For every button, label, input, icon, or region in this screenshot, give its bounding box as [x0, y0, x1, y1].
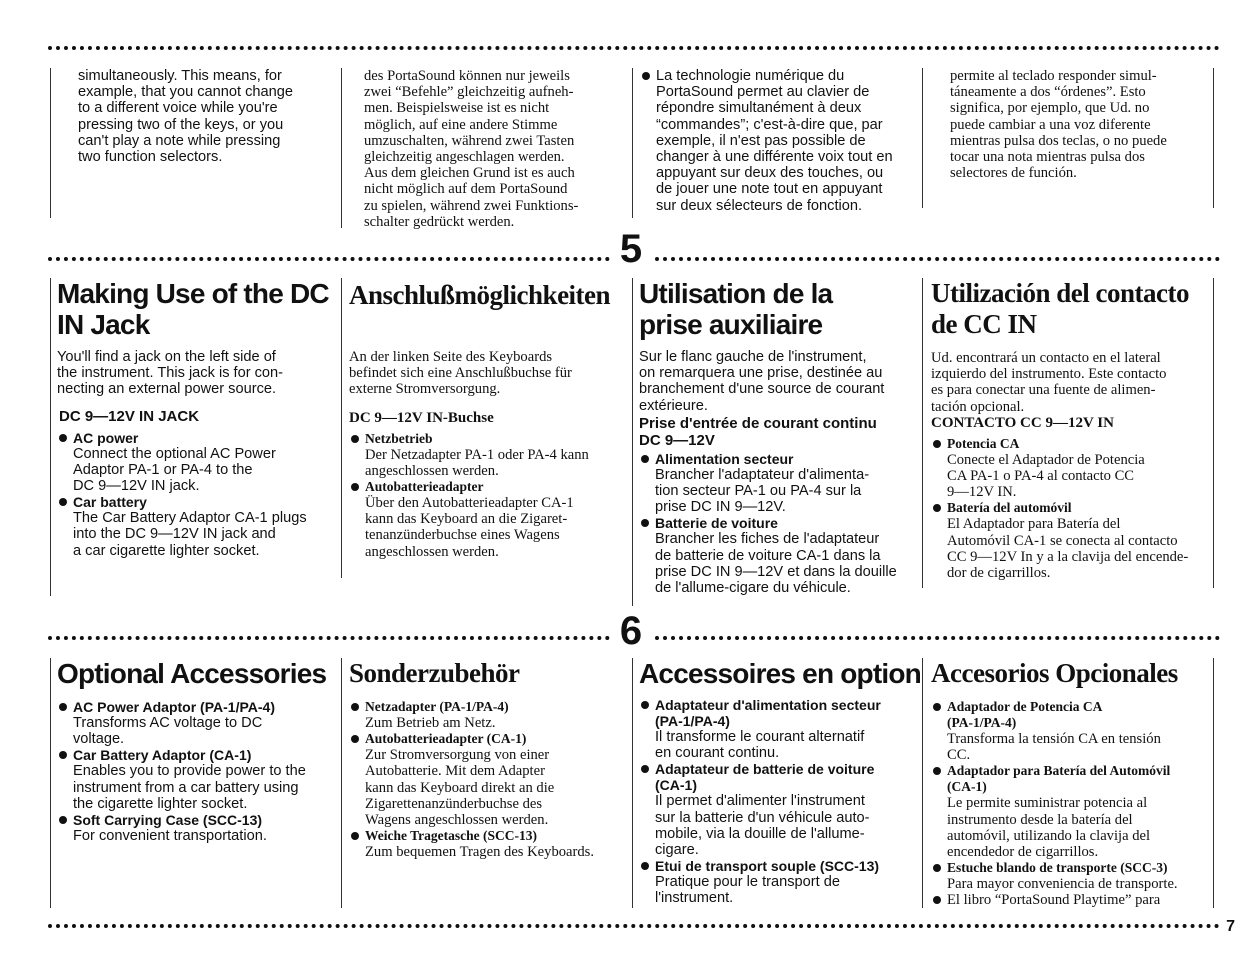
dc-col-fr: [639, 278, 921, 596]
list-item-label: [655, 761, 921, 793]
dc-intro-fr: [639, 349, 921, 414]
list-item-label: [947, 699, 1213, 731]
text-line: Il permet d'alimenter l'instrument: [655, 793, 865, 810]
text-line: voltage.: [73, 731, 125, 748]
text-line: Pratique pour le transport de: [655, 874, 840, 891]
col-divider: [1213, 68, 1214, 208]
list-item-label: [365, 828, 631, 844]
dc-subhead-es: [931, 415, 1211, 432]
text-line: La technologie numérique du: [656, 68, 845, 84]
list-item-text: [365, 495, 631, 560]
label-line: Soft Carrying Case (SCC-13): [73, 812, 263, 829]
text-line: pressing two of the keys, or you: [78, 116, 284, 133]
top-text-fr: [640, 68, 920, 214]
text-line: mobile, via la douille de l'allume-: [655, 825, 865, 842]
label-line: AC power: [73, 429, 139, 446]
text-line: en courant continu.: [655, 745, 780, 762]
list-item-text: [947, 795, 1213, 860]
text-line: two function selectors.: [78, 149, 223, 166]
text-line: angeschlossen werden.: [365, 462, 499, 479]
list-item-text: [73, 510, 339, 559]
label-line: Car battery: [73, 494, 147, 511]
dotted-rule-section-5: [48, 257, 610, 261]
col-divider: [1213, 278, 1214, 588]
list-item-text: [947, 731, 1213, 763]
text-line: Anschlußmöglichkeiten: [349, 280, 611, 310]
section-mark-5: [612, 226, 650, 270]
text-line: Para mayor conveniencia de transporte.: [947, 876, 1178, 893]
label-line: Adaptateur d'alimentation secteur: [655, 697, 881, 713]
list-item-text: [947, 452, 1211, 501]
list-item: [639, 858, 921, 906]
dc-items-fr: [639, 451, 921, 596]
dc-col-en: [57, 278, 339, 559]
text-line: changer à une différente voix tout en: [656, 149, 893, 166]
text-line: de batterie de voiture CA-1 dans la: [655, 547, 881, 564]
text-line: prise DC IN 9—12V et dans la douille: [655, 563, 897, 580]
text-line: Connect the optional AC Power: [73, 445, 276, 462]
text-line: El Adaptador para Batería del: [947, 516, 1121, 533]
text-line: 9—12V IN.: [947, 484, 1017, 501]
text-line: An der linken Seite des Keyboards: [349, 349, 553, 365]
label-line: Batería del automóvil: [947, 500, 1072, 516]
list-item: [57, 747, 339, 812]
list-item-label: [365, 699, 631, 715]
text-line: táneamente a dos “órdenes”. Esto: [950, 84, 1146, 101]
text-line: tion secteur PA-1 ou PA-4 sur la: [655, 483, 862, 500]
list-item: [349, 699, 631, 731]
list-item-label: [655, 451, 921, 467]
list-item: [57, 494, 339, 559]
dc-intro-es: [931, 350, 1211, 415]
text-line: Brancher les fiches de l'adaptateur: [655, 531, 880, 548]
text-line: Conecte el Adaptador de Potencia: [947, 451, 1145, 468]
text-line: men. Beispielsweise ist es nicht: [364, 100, 550, 117]
text-line: umzuschalten, während zwei Tasten: [364, 132, 575, 149]
list-item-label: [655, 858, 921, 874]
dc-heading-de: [349, 280, 631, 311]
label-line: Estuche blando de transporte (SCC-3): [947, 860, 1168, 876]
text-line: Accessoires en option: [639, 658, 921, 689]
text-line: can't play a note while pressing: [78, 132, 281, 149]
text-line: instrument from a car battery using: [73, 779, 299, 796]
list-item: [57, 430, 339, 495]
list-item-label: [73, 747, 339, 763]
text-line: encendedor de cigarrillos.: [947, 844, 1099, 861]
acc-col-fr: [639, 658, 921, 907]
dc-intro-en: [57, 349, 339, 398]
text-line: Zum bequemen Tragen des Keyboards.: [365, 844, 594, 861]
list-item-text: [655, 467, 921, 516]
acc-heading-fr: [639, 658, 921, 689]
list-item-label: [947, 500, 1211, 516]
list-item: [639, 451, 921, 516]
col-divider: [50, 658, 51, 908]
text-line: befindet sich eine Anschlußbuchse für: [349, 365, 572, 382]
text-line: the cigarette lighter socket.: [73, 795, 248, 812]
top-text-de: [364, 68, 629, 230]
list-item-text: [947, 876, 1213, 892]
text-line: PortaSound permet au clavier de: [656, 84, 870, 101]
list-item-label: [365, 431, 631, 447]
col-divider: [632, 278, 633, 606]
list-item-text: [365, 844, 631, 860]
label-line: Alimentation secteur: [655, 450, 794, 467]
dc-col-de: [349, 278, 631, 560]
col-divider: [341, 658, 342, 908]
list-item: [931, 860, 1213, 892]
list-item-label: [947, 860, 1213, 876]
dc-heading-fr: [639, 278, 921, 340]
text-line: nicht möglich auf dem PortaSound: [364, 181, 568, 198]
label-line: Adaptador para Batería del Automóvil: [947, 763, 1171, 779]
col-divider: [922, 68, 923, 208]
label-line: Weiche Tragetasche (SCC-13): [365, 828, 537, 844]
list-item-label: [947, 892, 1213, 908]
text-line: dor de cigarrillos.: [947, 565, 1051, 582]
acc-col-en: [57, 658, 339, 844]
text-line: permite al teclado responder simul-: [950, 68, 1157, 84]
text-line: Autobatterie. Mit dem Adapter: [365, 763, 545, 780]
label-line: AC Power Adaptor (PA-1/PA-4): [73, 699, 275, 715]
list-item-label: [947, 436, 1211, 452]
text-line: CC.: [947, 747, 971, 764]
dc-heading-en: [57, 278, 339, 340]
text-line: Automóvil CA-1 se conecta al contacto: [947, 532, 1178, 549]
list-item: [931, 436, 1211, 501]
dotted-rule-bottom: [48, 924, 1220, 928]
list-item: [57, 812, 339, 844]
list-item: [931, 892, 1213, 908]
text-line: tocar una nota mientras pulsa dos: [950, 149, 1145, 166]
list-item: [639, 515, 921, 596]
text-line: a car cigarette lighter socket.: [73, 542, 260, 559]
svg-text:6: 6: [619, 609, 643, 652]
list-item: [349, 431, 631, 479]
list-item-text: [73, 828, 339, 844]
text-line: de CC IN: [931, 309, 1037, 339]
text-line: extérieure.: [639, 397, 708, 414]
label-line: Autobatterieadapter (CA-1): [365, 731, 527, 747]
text-line: CONTACTO CC 9—12V IN: [931, 414, 1114, 431]
dc-items-de: [349, 431, 631, 560]
list-item: [349, 479, 631, 560]
text-line: angeschlossen werden.: [365, 543, 499, 560]
acc-items-fr: [639, 697, 921, 907]
text-line: l'instrument.: [655, 890, 734, 907]
text-line: Der Netzadapter PA-1 oder PA-4 kann: [365, 446, 589, 463]
text-line: the instrument. This jack is for con-: [57, 365, 284, 382]
top-text-es: [950, 68, 1210, 181]
text-line: The Car Battery Adaptor CA-1 plugs: [73, 510, 307, 527]
text-line: necting an external power source.: [57, 381, 277, 398]
acc-col-es: [931, 658, 1213, 909]
text-line: selectores de función.: [950, 165, 1077, 182]
dotted-rule-section-5-right: [655, 257, 1220, 261]
list-item-label: [947, 763, 1213, 795]
text-line: mientras pulsa dos teclas, o no puede: [950, 132, 1167, 149]
text-line: significa, por ejemplo, que Ud. no: [950, 100, 1150, 117]
list-item-label: [73, 812, 339, 828]
label-line: (CA-1): [947, 779, 987, 795]
dotted-rule-top: [48, 46, 1220, 50]
text-line: puede cambiar a una voz diferente: [950, 116, 1151, 133]
dc-heading-es: [931, 278, 1211, 340]
label-line: (CA-1): [655, 777, 697, 794]
dotted-rule-section-6-right: [655, 636, 1220, 640]
list-item-text: [73, 446, 339, 495]
text-line: Sonderzubehör: [349, 658, 520, 688]
list-item-text: [947, 516, 1211, 581]
col-divider: [632, 68, 633, 218]
label-line: Adaptador de Potencia CA: [947, 699, 1103, 714]
text-line: de jouer une note tout en appuyant: [656, 181, 883, 198]
text-line: schalter gedrückt werden.: [364, 213, 515, 230]
list-item-text: [655, 874, 921, 906]
text-line: répondre simultanément à deux: [656, 100, 862, 117]
list-item: [931, 699, 1213, 763]
list-item: [349, 731, 631, 828]
acc-heading-de: [349, 658, 631, 689]
text-line: izquierdo del instrumento. Este contacto: [931, 366, 1167, 383]
top-text-en: [78, 68, 338, 165]
acc-col-de: [349, 658, 631, 860]
list-item-text: [365, 447, 631, 479]
label-line: Potencia CA: [947, 435, 1020, 451]
col-divider: [922, 278, 923, 588]
label-line: Adaptateur de batterie de voiture: [655, 761, 875, 778]
text-line: You'll find a jack on the left side of: [57, 349, 276, 365]
text-line: Über den Autobatterieadapter CA-1: [365, 495, 574, 512]
text-line: Transforma la tensión CA en tensión: [947, 731, 1161, 747]
text-line: Accesorios Opcionales: [931, 658, 1178, 688]
text-line: Utilización del contacto: [931, 278, 1189, 308]
text-line: möglich, auf eine andere Stimme: [364, 116, 558, 133]
list-item-label: [73, 430, 339, 446]
text-line: DC 9—12V IN JACK: [59, 407, 200, 425]
col-divider: [632, 658, 633, 908]
text-line: DC 9—12V: [639, 431, 715, 449]
label-line: Autobatterieadapter: [365, 479, 484, 495]
text-line: on remarquera une prise, destinée au: [639, 365, 883, 382]
col-divider: [50, 68, 51, 218]
label-line: (PA-1/PA-4): [947, 715, 1017, 730]
text-line: sur deux sélecteurs de fonction.: [656, 197, 863, 214]
label-line: Etui de transport souple (SCC-13): [655, 858, 880, 875]
dc-items-en: [57, 430, 339, 559]
text-line: instrumento desde la batería del: [947, 811, 1133, 828]
acc-items-es: [931, 699, 1213, 909]
acc-heading-es: [931, 658, 1213, 689]
label-line: Netzadapter (PA-1/PA-4): [365, 699, 509, 714]
col-divider: [341, 68, 342, 228]
text-line: CC 9—12V In y a la clavija del encende-: [947, 548, 1189, 565]
text-line: DC 9—12V IN jack.: [73, 478, 200, 495]
text-line: Zur Stromversorgung von einer: [365, 747, 550, 764]
label-line: (PA-1/PA-4): [655, 713, 730, 729]
text-line: sur la batterie d'un véhicule auto-: [655, 809, 870, 826]
list-item-text: [655, 729, 921, 761]
text-line: Zigarettenanzünderbuchse des: [365, 795, 543, 812]
list-item-label: [365, 731, 631, 747]
dc-intro-de: [349, 349, 631, 398]
text-line: zu spielen, während zwei Funktions-: [364, 197, 579, 214]
dc-subhead-de: [349, 410, 631, 427]
acc-items-en: [57, 699, 339, 844]
text-line: Sur le flanc gauche de l'instrument,: [639, 349, 867, 365]
text-line: kann das Keyboard direkt an die: [365, 779, 555, 796]
text-line: tenanzünderbuchse eines Wagens: [365, 527, 560, 544]
text-line: Optional Accessories: [57, 658, 327, 689]
list-item-text: [365, 715, 631, 731]
text-line: Wagens angeschlossen werden.: [365, 812, 549, 829]
svg-text:5: 5: [619, 227, 643, 270]
text-line: Prise d'entrée de courant continu: [639, 414, 877, 432]
dc-items-es: [931, 436, 1211, 581]
top-text-fr-list-item: [640, 68, 920, 214]
dc-subhead-fr: [639, 415, 921, 449]
list-item: [57, 699, 339, 747]
list-item-label: [73, 699, 339, 715]
text-line: Adaptor PA-1 or PA-4 to the: [73, 461, 253, 478]
text-line: automóvil, utilizando la clavija del: [947, 827, 1151, 844]
text-line: zwei “Befehle” gleichzeitig aufneh-: [364, 84, 574, 101]
text-line: Utilisation de la: [639, 278, 833, 309]
list-item-text: [655, 531, 921, 596]
text-line: prise DC IN 9—12V.: [655, 499, 786, 516]
text-line: externe Stromversorgung.: [349, 381, 501, 398]
col-divider: [341, 278, 342, 578]
list-item-label: [655, 515, 921, 531]
label-line: Netzbetrieb: [365, 430, 433, 446]
text-line: Ud. encontrará un contacto en el lateral: [931, 350, 1161, 366]
text-line: CA PA-1 o PA-4 al contacto CC: [947, 468, 1135, 485]
text-line: to a different voice while you're: [78, 100, 278, 117]
text-line: exemple, il n'est pas possible de: [656, 132, 866, 149]
list-item-label: [655, 697, 921, 729]
text-line: into the DC 9—12V IN jack and: [73, 526, 276, 543]
col-divider: [50, 278, 51, 596]
text-line: des PortaSound können nur jeweils: [364, 68, 570, 84]
list-item-text: [365, 747, 631, 828]
text-line: IN Jack: [57, 309, 150, 340]
text-line: Enables you to provide power to the: [73, 763, 306, 780]
col-divider: [922, 658, 923, 908]
acc-items-de: [349, 699, 631, 860]
list-item-text: [73, 763, 339, 812]
text-line: kann das Keyboard an die Zigaret-: [365, 511, 568, 528]
label-line: Car Battery Adaptor (CA-1): [73, 747, 252, 764]
text-line: prise auxiliaire: [639, 309, 823, 340]
list-item: [931, 763, 1213, 860]
text-line: tación opcional.: [931, 398, 1025, 415]
text-line: Le permite suministrar potencia al: [947, 795, 1148, 812]
dotted-rule-section-6: [48, 636, 610, 640]
list-item-text: [73, 715, 339, 747]
text-line: DC 9—12V IN-Buchse: [349, 409, 494, 426]
dc-col-es: [931, 278, 1211, 581]
text-line: es para conectar una fuente de alimen-: [931, 382, 1156, 399]
text-line: Brancher l'adaptateur d'alimenta-: [655, 466, 870, 483]
text-line: gleichzeitig angeschlagen werden.: [364, 149, 565, 166]
text-line: cigare.: [655, 842, 699, 859]
list-item: [931, 500, 1211, 581]
text-line: For convenient transportation.: [73, 828, 267, 845]
list-item-label: [365, 479, 631, 495]
label-line: El libro “PortaSound Playtime” para: [947, 892, 1161, 909]
text-line: appuyant sur deux des touches, ou: [656, 165, 884, 182]
list-item: [349, 828, 631, 860]
dc-subhead-en: [59, 408, 339, 425]
list-item: [639, 697, 921, 761]
label-line: Batterie de voiture: [655, 515, 778, 532]
page-number: 7: [1226, 918, 1235, 935]
text-line: Aus dem gleichen Grund ist es auch: [364, 165, 575, 182]
text-line: de l'allume-cigare du véhicule.: [655, 580, 851, 597]
text-line: “commandes”; c'est-à-dire que, par: [656, 116, 883, 133]
text-line: Making Use of the DC: [57, 278, 329, 309]
text-line: simultaneously. This means, for: [78, 68, 282, 84]
col-divider: [1213, 658, 1214, 908]
list-item-label: [73, 494, 339, 510]
text-line: Zum Betrieb am Netz.: [365, 715, 496, 731]
list-item-text: [655, 793, 921, 858]
section-mark-6: [612, 608, 650, 652]
text-line: example, that you cannot change: [78, 84, 294, 101]
text-line: Il transforme le courant alternatif: [655, 729, 865, 745]
list-item: [639, 761, 921, 858]
text-line: Transforms AC voltage to DC: [73, 715, 263, 731]
acc-heading-en: [57, 658, 339, 689]
text-line: branchement d'une source de courant: [639, 381, 885, 398]
